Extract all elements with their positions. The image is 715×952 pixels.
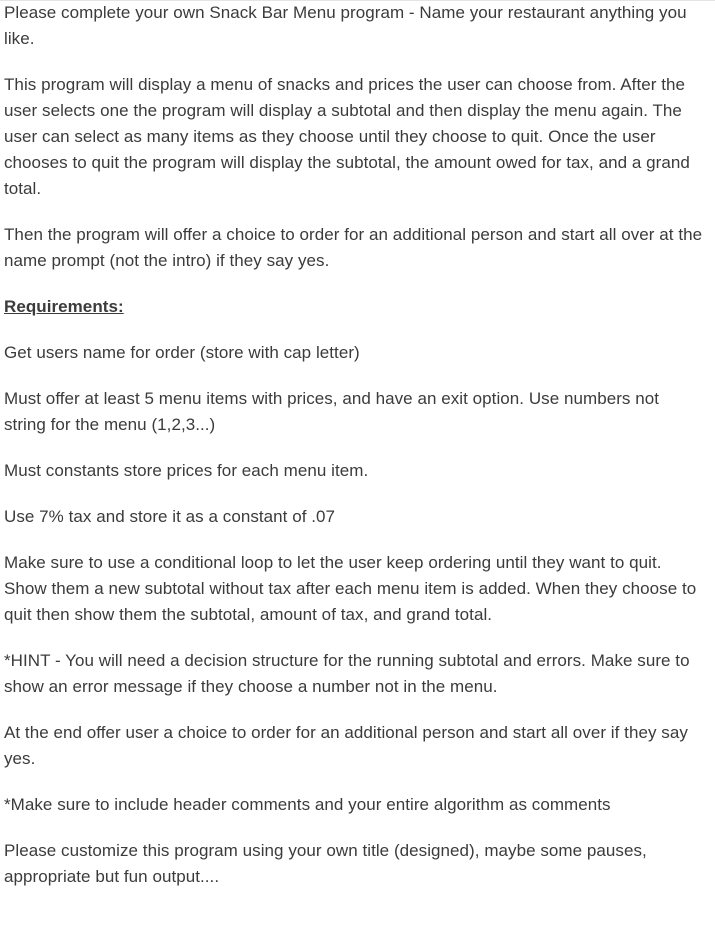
requirement-hint-decision: *HINT - You will need a decision structure for the running subtotal and errors. Make sure to show an error message if they choose a number not in the menu. (4, 651, 690, 696)
requirement-menu-items: Must offer at least 5 menu items with prices, and have an exit option. Use numbers not string for the menu (1,2,3...) (4, 389, 660, 434)
requirement-additional-person: At the end offer user a choice to order for an additional person and start all over if they say yes. (4, 723, 688, 768)
repeat-order-paragraph: Then the program will offer a choice to order for an additional person and start all over at the name prompt (not the intro) if they say yes. (4, 225, 703, 270)
requirements-heading: Requirements: (4, 297, 124, 316)
requirement-price-constants: Must constants store prices for each menu item. (4, 461, 369, 480)
description-paragraph: This program will display a menu of snacks and prices the user can choose from. After the user selects one the program will display a subtotal and then display the menu again. The user can select as many items as they choose until they choose to quit. Once the user chooses to quit the program will display the subtotal, the amount owed for tax, and a grand total. (4, 75, 690, 198)
requirement-tax-constant: Use 7% tax and store it as a constant of .07 (4, 507, 336, 526)
assignment-document (4, 0, 704, 910)
intro-paragraph: Please complete your own Snack Bar Menu program - Name your restaurant anything you like. (4, 3, 687, 48)
requirement-header-comments: *Make sure to include header comments and your entire algorithm as comments (4, 795, 611, 814)
requirement-customize: Please customize this program using your own title (designed), maybe some pauses, appropriate but fun output.... (4, 841, 647, 886)
requirement-conditional-loop: Make sure to use a conditional loop to let the user keep ordering until they want to quit. Show them a new subtotal without tax after each menu item is added. When they choose to quit then show them the subtotal, amount of tax, and grand total. (4, 553, 697, 624)
requirement-user-name: Get users name for order (store with cap letter) (4, 343, 360, 362)
